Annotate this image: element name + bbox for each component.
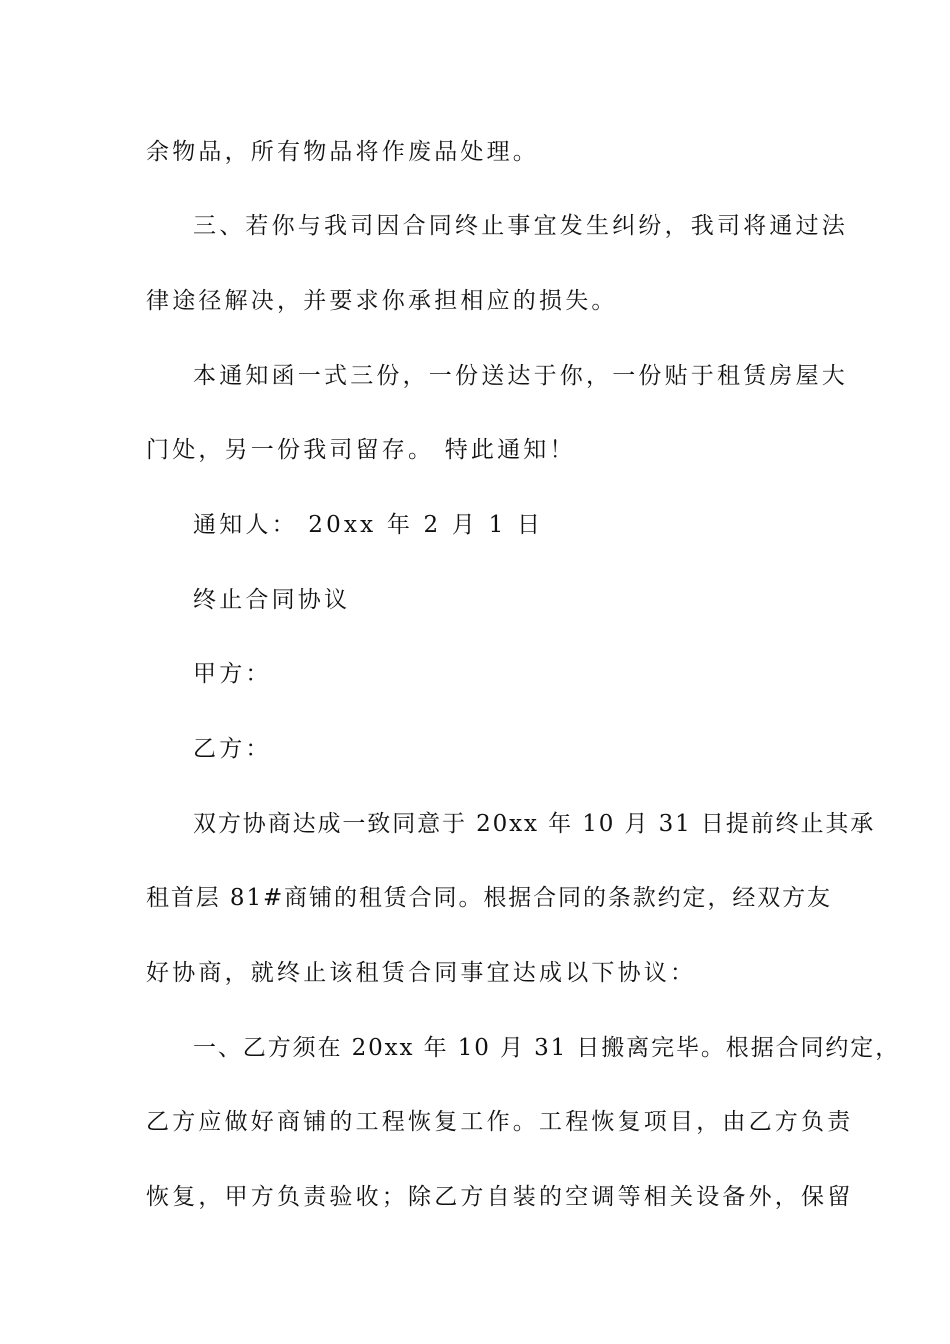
text-line: 双方协商达成一致同意于 20xx 年 10 月 31 日提前终止其承 [193,811,876,837]
party-a-label: 甲方： [193,661,272,687]
text-line: 三、若你与我司因合同终止事宜发生纠纷，我司将通过法 [193,213,848,239]
text-line: 门处，另一份我司留存。 特此通知！ [146,437,576,463]
text-line: 余物品，所有物品将作废品处理。 [146,139,539,165]
section-heading: 终止合同协议 [193,587,351,613]
text-line: 本通知函一式三份，一份送达于你，一份贴于租赁房屋大 [193,363,848,389]
text-line: 恢复，甲方负责验收；除乙方自装的空调等相关设备外，保留 [146,1184,854,1210]
text-line: 一、乙方须在 20xx 年 10 月 31 日搬离完毕。根据合同约定， [193,1035,901,1061]
text-line: 律途径解决，并要求你承担相应的损失。 [146,288,618,314]
text-line: 通知人： 20xx 年 2 月 1 日 [193,512,544,538]
party-b-label: 乙方： [193,736,272,762]
text-line: 乙方应做好商铺的工程恢复工作。工程恢复项目，由乙方负责 [146,1109,854,1135]
text-line: 租首层 81#商铺的租赁合同。根据合同的条款约定，经双方友 [146,885,832,911]
text-line: 好协商，就终止该租赁合同事宜达成以下协议： [146,960,697,986]
